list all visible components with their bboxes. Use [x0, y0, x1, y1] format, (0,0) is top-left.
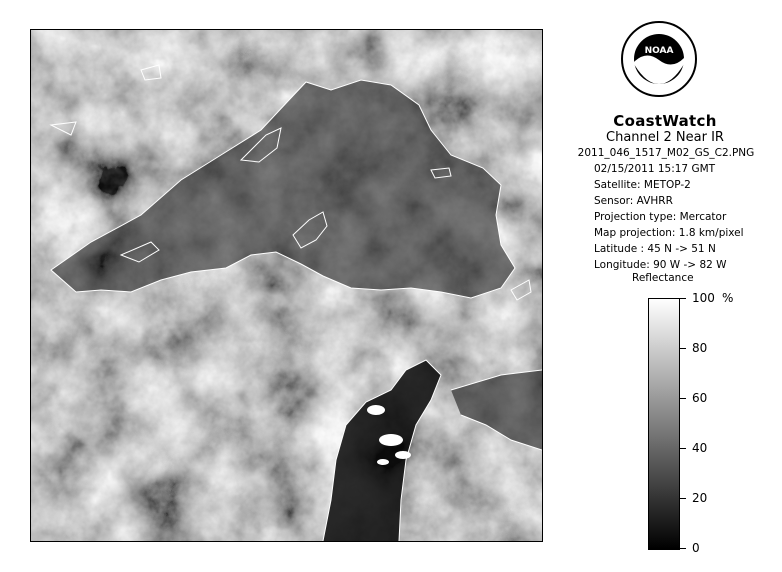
colorbar-tick	[680, 548, 686, 549]
colorbar-tick	[680, 398, 686, 399]
reflectance-colorbar	[648, 298, 680, 550]
channel-subtitle: Channel 2 Near IR	[606, 130, 724, 145]
satellite-image	[30, 29, 543, 542]
projection-type-text: Projection type: Mercator	[594, 211, 727, 223]
legend-unit: %	[722, 291, 734, 305]
colorbar-label-20: 20	[692, 491, 708, 505]
map-projection-text: Map projection: 1.8 km/pixel	[594, 227, 744, 239]
image-filename: 2011_046_1517_M02_GS_C2.PNG	[577, 147, 755, 159]
satellite-image-render	[31, 30, 542, 541]
colorbar-label-100: 100	[692, 291, 715, 305]
brand-title: CoastWatch	[613, 112, 717, 130]
satellite-text: Satellite: METOP-2	[594, 179, 691, 191]
colorbar-label-0: 0	[692, 541, 700, 555]
sensor-text: Sensor: AVHRR	[594, 195, 673, 207]
longitude-text: Longitude: 90 W -> 82 W	[594, 259, 727, 271]
latitude-text: Latitude : 45 N -> 51 N	[594, 243, 716, 255]
colorbar-tick	[680, 298, 686, 299]
datetime-text: 02/15/2011 15:17 GMT	[594, 163, 716, 175]
colorbar-tick	[680, 448, 686, 449]
noaa-logo	[620, 20, 698, 98]
logo-text: NOAA	[644, 46, 674, 56]
legend-title: Reflectance	[632, 272, 694, 284]
colorbar-tick	[680, 498, 686, 499]
colorbar-label-60: 60	[692, 391, 708, 405]
colorbar-label-40: 40	[692, 441, 708, 455]
colorbar-label-80: 80	[692, 341, 708, 355]
colorbar-tick	[680, 348, 686, 349]
